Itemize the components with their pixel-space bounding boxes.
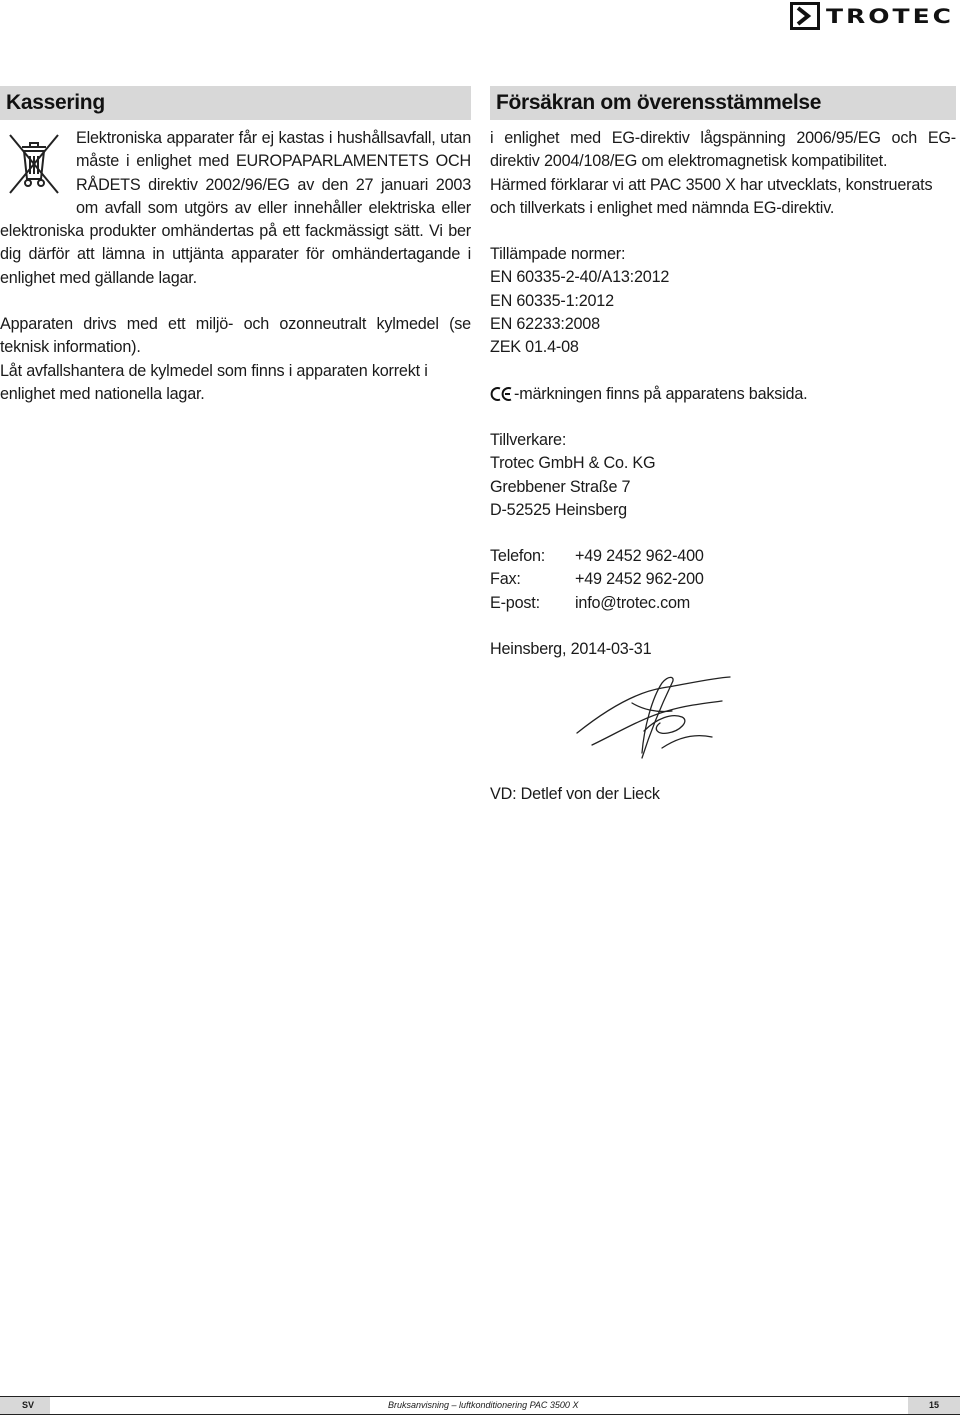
email-label: E-post: <box>490 593 540 612</box>
declaration-intro: i enlighet med EG-direktiv lågspänning 2006/95/EG och EG-direktiv 2004/108/EG om elektromagnetisk kompatibilitet. <box>490 129 956 171</box>
email-row <box>490 592 956 615</box>
brand-name: TROTEC <box>825 4 954 28</box>
norm-item: ZEK 01.4-08 <box>490 338 579 357</box>
norm-item: EN 60335-2-40/A13:2012 <box>490 268 670 287</box>
phone-value: +49 2452 962-400 <box>575 547 704 566</box>
ce-marking-text: -märkningen finns på apparatens baksida. <box>514 384 808 403</box>
manufacturer-city: D-52525 Heinsberg <box>490 500 627 519</box>
ce-mark-icon <box>490 386 514 402</box>
page-footer <box>0 1396 960 1415</box>
page-number: 15 <box>908 1397 960 1414</box>
declaration-heading: Försäkran om överensstämmelse <box>490 86 956 120</box>
norm-item: EN 60335-1:2012 <box>490 291 614 310</box>
norms-label: Tillämpade normer: <box>490 245 626 264</box>
fax-value: +49 2452 962-200 <box>575 570 704 589</box>
ce-marking-line <box>490 383 956 406</box>
refrigerant-disposal-paragraph: Låt avfallshantera de kylmedel som finns i apparaten korrekt i enlighet med nationella lagar. <box>0 361 428 403</box>
signature-icon <box>572 673 732 769</box>
disposal-heading: Kassering <box>0 86 471 120</box>
declaration-section <box>490 86 956 806</box>
declaration-body <box>490 127 956 806</box>
disposal-section <box>0 86 471 406</box>
disposal-paragraph: Elektroniska apparater får ej kastas i hushållsavfall, utan måste i enlighet med EUROPAPARLAMENTETS OCH RÅDETS direktiv 2002/96/EG av den 27 januari 2003 om avfall som utgörs av eller innehåller elektriska eller elektroniska produkter omhändertas på ett fackmässigt sätt. Vi ber dig därför att lämna in uttjänta apparater för omhändertagande i enlighet med gällande lagar. <box>0 129 471 287</box>
phone-label: Telefon: <box>490 547 546 566</box>
document-title: Bruksanvisning – luftkonditionering PAC 3500 X <box>388 1400 579 1410</box>
refrigerant-paragraph: Apparaten drivs med ett miljö- och ozonneutralt kylmedel (se teknisk information). <box>0 315 471 357</box>
fax-row <box>490 568 956 591</box>
place-and-date: Heinsberg, 2014-03-31 <box>490 640 652 659</box>
trotec-logo <box>790 2 954 30</box>
signatory-name: VD: Detlef von der Lieck <box>490 784 660 803</box>
crossed-out-bin-icon <box>0 129 68 199</box>
manufacturer-name: Trotec GmbH & Co. KG <box>490 454 656 473</box>
norm-item: EN 62233:2008 <box>490 315 600 334</box>
email-value: info@trotec.com <box>575 593 691 612</box>
fax-label: Fax: <box>490 570 521 589</box>
manufacturer-street: Grebbener Straße 7 <box>490 477 631 496</box>
manufacturer-label: Tillverkare: <box>490 430 567 449</box>
language-code: SV <box>0 1397 50 1414</box>
phone-row <box>490 545 956 568</box>
logo-mark-icon <box>790 2 820 30</box>
declaration-statement: Härmed förklarar vi att PAC 3500 X har utvecklats, konstruerats och tillverkats i enlighet med nämnda EG-direktiv. <box>490 175 933 217</box>
disposal-body <box>0 127 471 406</box>
